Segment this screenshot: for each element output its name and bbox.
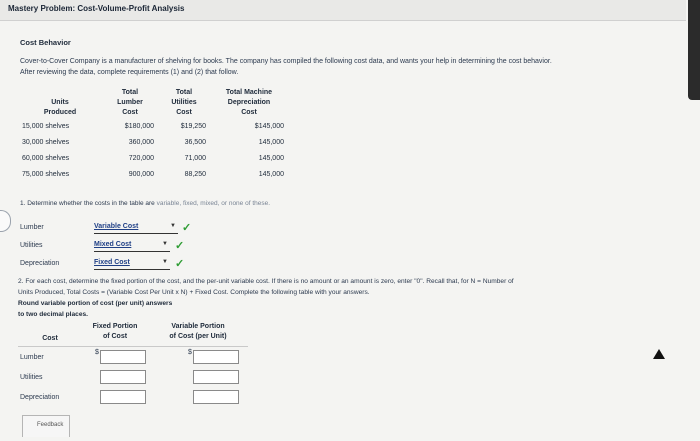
section-title: Cost Behavior: [20, 38, 71, 47]
utilities-behavior-select[interactable]: [94, 241, 170, 252]
depreciation-fixed-input[interactable]: [100, 390, 146, 404]
answer-label: Utilities: [20, 242, 43, 249]
row-label-utilities: Utilities: [20, 374, 43, 381]
checkmark-icon: ✓: [175, 240, 185, 252]
chevron-down-icon: ▼: [162, 259, 168, 265]
cell-utilities: 71,000: [184, 154, 206, 162]
question-text: [18, 287, 684, 309]
question-1: [20, 200, 270, 207]
page-title: Mastery Problem: Cost-Volume-Profit Analysis: [8, 4, 185, 13]
table-row: [18, 150, 288, 166]
header-text: Total Machine: [225, 89, 273, 96]
cell-depreciation: $145,000: [254, 122, 284, 130]
header-text: of Cost: [102, 333, 128, 340]
col-depreciation: [210, 88, 288, 118]
cell-units: 75,000 shelves: [22, 170, 70, 178]
question-text-bold: Round variable portion of cost (per unit) answers: [18, 300, 173, 307]
question-text: 1. Determine whether the costs in the table are: [20, 200, 157, 207]
intro-text: [20, 56, 680, 78]
utilities-variable-input[interactable]: [193, 370, 239, 384]
col-cost-header: Cost: [42, 335, 58, 342]
cell-utilities: 88,250: [184, 170, 206, 178]
table-row: [18, 118, 288, 134]
header-text: Total: [121, 89, 139, 96]
row-label-depreciation: Depreciation: [20, 394, 60, 401]
mouse-cursor-icon: [653, 349, 665, 359]
header-text: of Cost (per Unit): [169, 333, 227, 340]
currency-symbol: $: [95, 349, 99, 356]
cell-depreciation: 145,000: [258, 154, 284, 162]
checkmark-icon: ✓: [182, 222, 192, 234]
window-edge: [688, 0, 700, 100]
cost-data-table: [18, 88, 288, 182]
cell-units: 30,000 shelves: [22, 138, 70, 146]
selected-value: Mixed Cost: [94, 241, 132, 248]
cell-units: 15,000 shelves: [22, 122, 70, 130]
cell-utilities: 36,500: [184, 138, 206, 146]
header-text: Lumber: [117, 99, 143, 106]
question-text: 2. For each cost, determine the fixed portion of the cost, and the per-unit variable cost. If there is no amount or an amount is zero, enter "0". Recall that, for N = Number of: [18, 278, 514, 285]
cell-depreciation: 145,000: [258, 138, 284, 146]
question-text-bold: to two decimal places.: [18, 311, 88, 318]
answer-label: Lumber: [20, 224, 44, 231]
cell-lumber: 720,000: [128, 154, 154, 162]
col-units: [18, 88, 102, 118]
table-row: [18, 134, 288, 150]
depreciation-variable-input[interactable]: [193, 390, 239, 404]
header-text: Fixed Portion: [92, 323, 138, 330]
lumber-behavior-select[interactable]: [94, 223, 178, 234]
collapse-handle[interactable]: [0, 210, 11, 232]
header-text: Units: [51, 99, 69, 106]
header-text: Utilities: [171, 99, 197, 106]
utilities-fixed-input[interactable]: [100, 370, 146, 384]
col-utilities: [158, 88, 210, 118]
cell-lumber: $180,000: [124, 122, 154, 130]
col-fixed-header: [82, 322, 148, 342]
cell-lumber: 900,000: [128, 170, 154, 178]
intro-line: After reviewing the data, complete requirements (1) and (2) that follow.: [20, 69, 239, 76]
header-text: Total: [175, 89, 193, 96]
col-lumber: [102, 88, 158, 118]
lumber-fixed-input[interactable]: [100, 350, 146, 364]
header-bar: [0, 0, 686, 21]
currency-symbol: $: [188, 349, 192, 356]
header-text: Variable Portion: [171, 323, 225, 330]
col-variable-header: [156, 322, 240, 342]
row-label-lumber: Lumber: [20, 354, 44, 361]
header-text: Cost: [176, 109, 192, 116]
question-note: variable, fixed, mixed, or none of these.: [156, 200, 271, 207]
answer-label: Depreciation: [20, 260, 60, 267]
depreciation-behavior-select[interactable]: [94, 259, 170, 270]
cell-units: 60,000 shelves: [22, 154, 70, 162]
chevron-down-icon: ▼: [170, 223, 176, 229]
cell-lumber: 360,000: [128, 138, 154, 146]
question-text-plain: Units Produced, Total Costs = (Variable Cost Per Unit x N) + Fixed Cost. Complete the following table with your answers.: [18, 289, 370, 296]
header-text: Depreciation: [227, 99, 271, 106]
header-text: Cost: [122, 109, 138, 116]
selected-value: Variable Cost: [94, 223, 139, 230]
feedback-button[interactable]: Feedback: [22, 415, 70, 437]
header-text: Produced: [43, 109, 77, 116]
chevron-down-icon: ▼: [162, 241, 168, 247]
question-2: [18, 276, 684, 320]
selected-value: Fixed Cost: [94, 259, 130, 266]
divider: [18, 346, 248, 347]
lumber-variable-input[interactable]: [193, 350, 239, 364]
cell-depreciation: 145,000: [258, 170, 284, 178]
header-text: Cost: [241, 109, 257, 116]
table-header-row: [18, 88, 288, 118]
checkmark-icon: ✓: [175, 258, 185, 270]
intro-line: Cover-to-Cover Company is a manufacturer of shelving for books. The company has compiled the following cost data, and wants your help in determining the cost behavior.: [20, 58, 552, 65]
table-row: [18, 166, 288, 182]
cell-utilities: $19,250: [180, 122, 206, 130]
